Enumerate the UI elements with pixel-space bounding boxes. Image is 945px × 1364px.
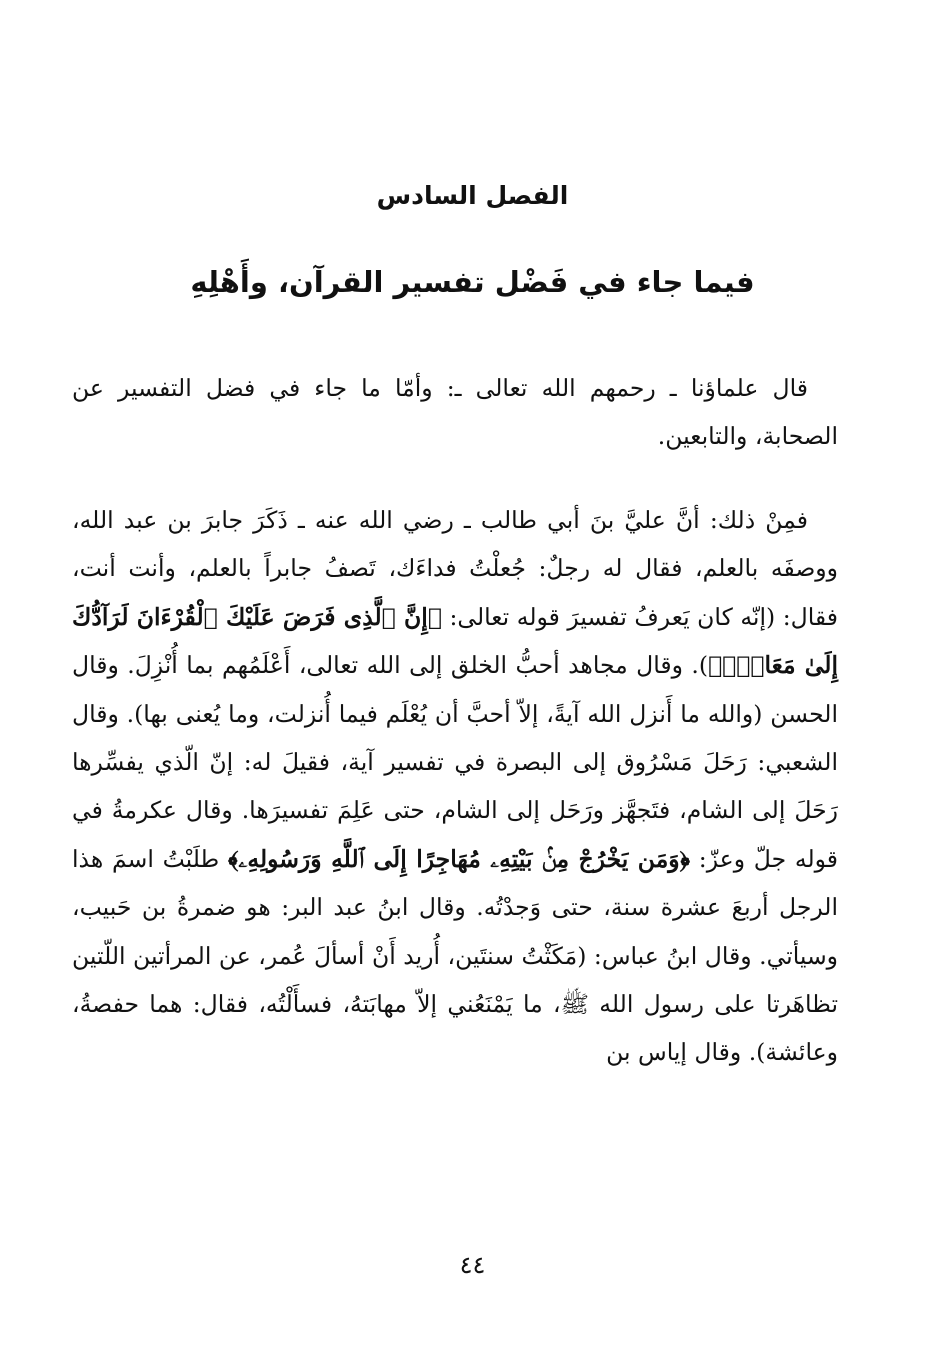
quran-verse-2: ﴿وَمَن يَخْرُجْ مِنۢ بَيْتِهِۦ مُهَاجِرًا إِلَى ٱللَّهِ وَرَسُولِهِۦ﴾ bbox=[228, 844, 691, 873]
chapter-title: فيما جاء في فَضْل تفسير القرآن، وأَهْلِهِ bbox=[190, 265, 755, 299]
main-paragraph bbox=[72, 496, 838, 1077]
intro-text: قال علماؤنا ـ رحمهم الله تعالى ـ: وأمّا ما جاء في فضل التفسير عن الصحابة، والتابعين. bbox=[72, 374, 838, 450]
chapter-label: الفصل السادس bbox=[376, 181, 569, 210]
body-text-part-1: فمِنْ ذلك: أنَّ عليَّ بنَ أبي طالب ـ رضي الله عنه ـ ذَكَرَ جابرَ بن عبد الله، ووصفَه بالعلم، فقال له رجلٌ: جُعلْتُ فداءَك، تَصفُ جابراً بالعلم، وأنت أنت، فقال: (إنّه كان يَعرفُ تفسيرَ قوله تعالى: bbox=[72, 506, 838, 631]
body-text-part-2: ). وقال مجاهد أحبُّ الخلق إلى الله تعالى، أَعْلَمُهم بما أُنْزِلَ. وقال الحسن (والله ما أَنزل الله آيةً، إلاّ أحبَّ أن يُعْلَم فيما أُنزلت، وما يُعنى بها). وقال الشعبي: رَحَلَ مَسْرُوق إلى البصرة في تفسير آية، فقيلَ له: إنّ الّذي يفسِّرها رَحَلَ إلى الشام، فتَجهَّز ورَحَل إلى الشام، حتى عَلِمَ تفسيرَها. وقال عكرمةُ في قوله جلّ وعزّ: bbox=[72, 651, 838, 873]
body-text-part-3: طلَبْتُ اسمَ هذا الرجل أربعَ عشرة سنة، حتى وَجدْتُه. وقال ابنُ عبد البر: هو ضمرةُ بن حَبيب، وسيأتي. وقال ابنُ عباس: (مَكَثْتُ سنتَين، أُريد أَنْ أسألَ عُمر، عن المرأتين اللّتين تظاهَرتا على رسول الله ﷺ، ما يَمْنَعُني إلاّ مهابَتهُ، فسأَلْتُه، فقال: هما حفصةُ، وعائشة). وقال إياس بن bbox=[72, 844, 838, 1067]
quran-verse-1: ﴿إِنَّ ٱلَّذِى فَرَضَ عَلَيْكَ ٱلْقُرْءَانَ لَرَآدُّكَ إِلَىٰ مَعَادٍۚ﴾ bbox=[72, 602, 838, 680]
page-number: ٤٤ bbox=[459, 1251, 486, 1279]
intro-paragraph bbox=[72, 364, 838, 460]
